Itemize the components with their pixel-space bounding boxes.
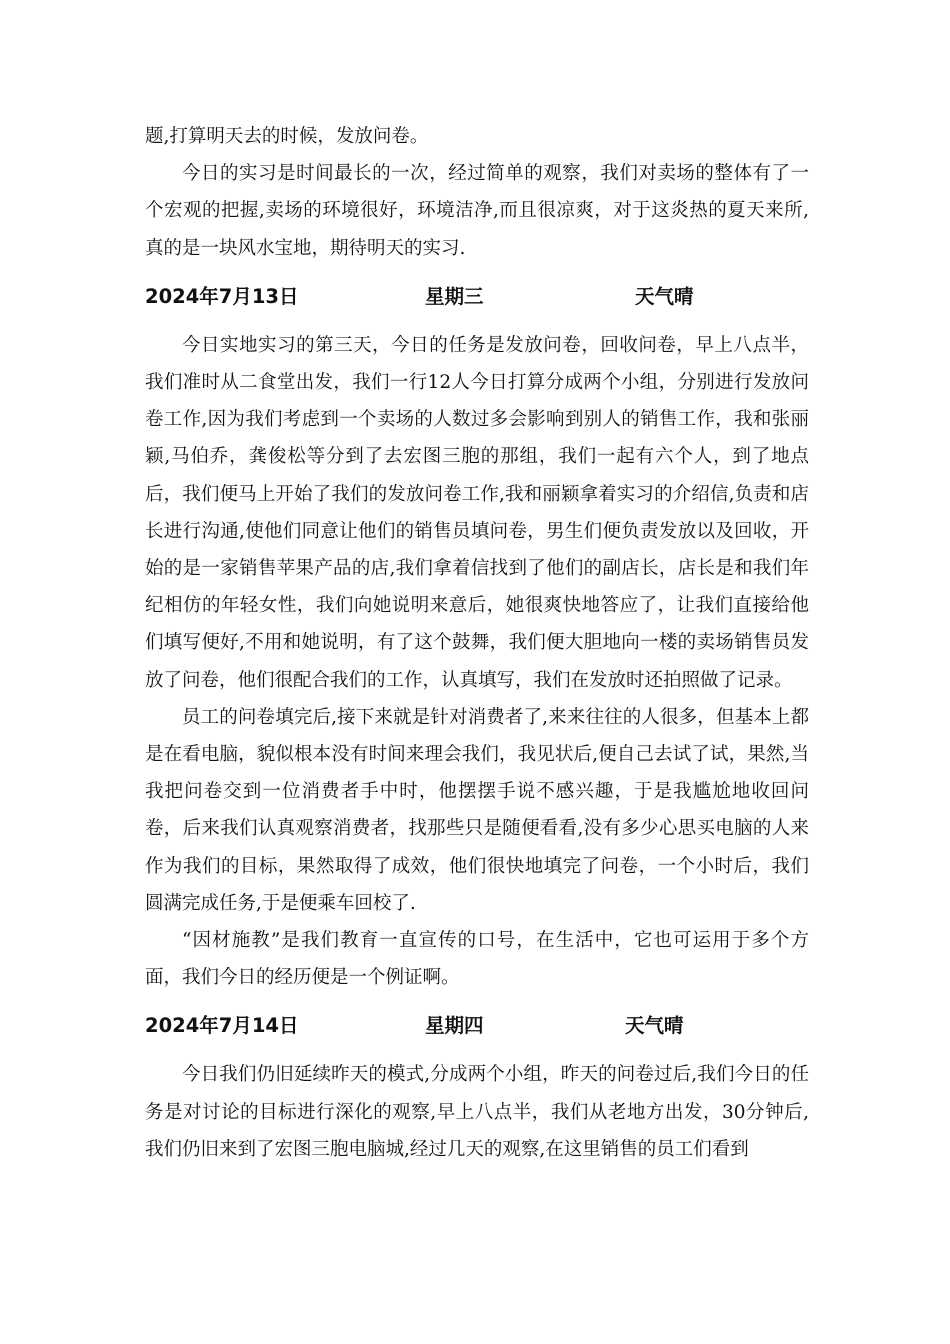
document-page [145, 118, 809, 1168]
entry-weekday: 星期三 [425, 284, 484, 308]
diary-entry-heading [145, 996, 809, 1056]
entry-weather: 天气晴 [625, 1014, 684, 1038]
entry-date: 2024年7月13日 [145, 284, 299, 308]
entry-date: 2024年7月14日 [145, 1014, 299, 1038]
diary-entry-heading [145, 267, 809, 327]
body-paragraph: 今日实地实习的第三天，今日的任务是发放问卷，回收问卷，早上八点半，我们准时从二食堂出发，我们一行12人今日打算分成两个小组，分别进行发放问卷工作,因为我们考虑到一个卖场的人数过多会影响到别人的销售工作，我和张丽颖,马伯乔，龚俊松等分到了去宏图三胞的那组，我们一起有六个人，到了地点后，我们便马上开始了我们的发放问卷工作,我和丽颖拿着实习的介绍信,负责和店长进行沟通,使他们同意让他们的销售员填问卷，男生们便负责发放以及回收，开始的是一家销售苹果产品的店,我们拿着信找到了他们的副店长，店长是和我们年纪相仿的年轻女性，我们向她说明来意后，她很爽快地答应了，让我们直接给他们填写便好,不用和她说明，有了这个鼓舞，我们便大胆地向一楼的卖场销售员发放了问卷，他们很配合我们的工作，认真填写，我们在发放时还拍照做了记录。 [145, 334, 809, 691]
body-paragraph: 员工的问卷填完后,接下来就是针对消费者了,来来往往的人很多，但基本上都是在看电脑，貌似根本没有时间来理会我们，我见状后,便自己去试了试，果然,当我把问卷交到一位消费者手中时，他摆摆手说不感兴趣，于是我尴尬地收回问卷，后来我们认真观察消费者，找那些只是随便看看,没有多少心思买电脑的人来作为我们的目标，果然取得了成效，他们很快地填完了问卷，一个小时后，我们圆满完成任务,于是便乘车回校了. [145, 706, 809, 914]
body-paragraph: 今日我们仍旧延续昨天的模式,分成两个小组，昨天的问卷过后,我们今日的任务是对讨论的目标进行深化的观察,早上八点半，我们从老地方出发，30分钟后,我们仍旧来到了宏图三胞电脑城,经过几天的观察,在这里销售的员工们看到 [145, 1064, 809, 1160]
body-paragraph: “因材施教”是我们教育一直宣传的口号，在生活中，它也可运用于多个方面，我们今日的经历便是一个例证啊。 [145, 930, 809, 989]
entry-weather: 天气晴 [635, 284, 694, 308]
body-paragraph: 今日的实习是时间最长的一次，经过简单的观察，我们对卖场的整体有了一个宏观的把握,卖场的环境很好，环境洁净,而且很凉爽，对于这炎热的夏天来所,真的是一块风水宝地，期待明天的实习. [145, 163, 809, 259]
entry-weekday: 星期四 [425, 1014, 484, 1038]
continued-paragraph: 题,打算明天去的时候，发放问卷。 [145, 126, 429, 147]
